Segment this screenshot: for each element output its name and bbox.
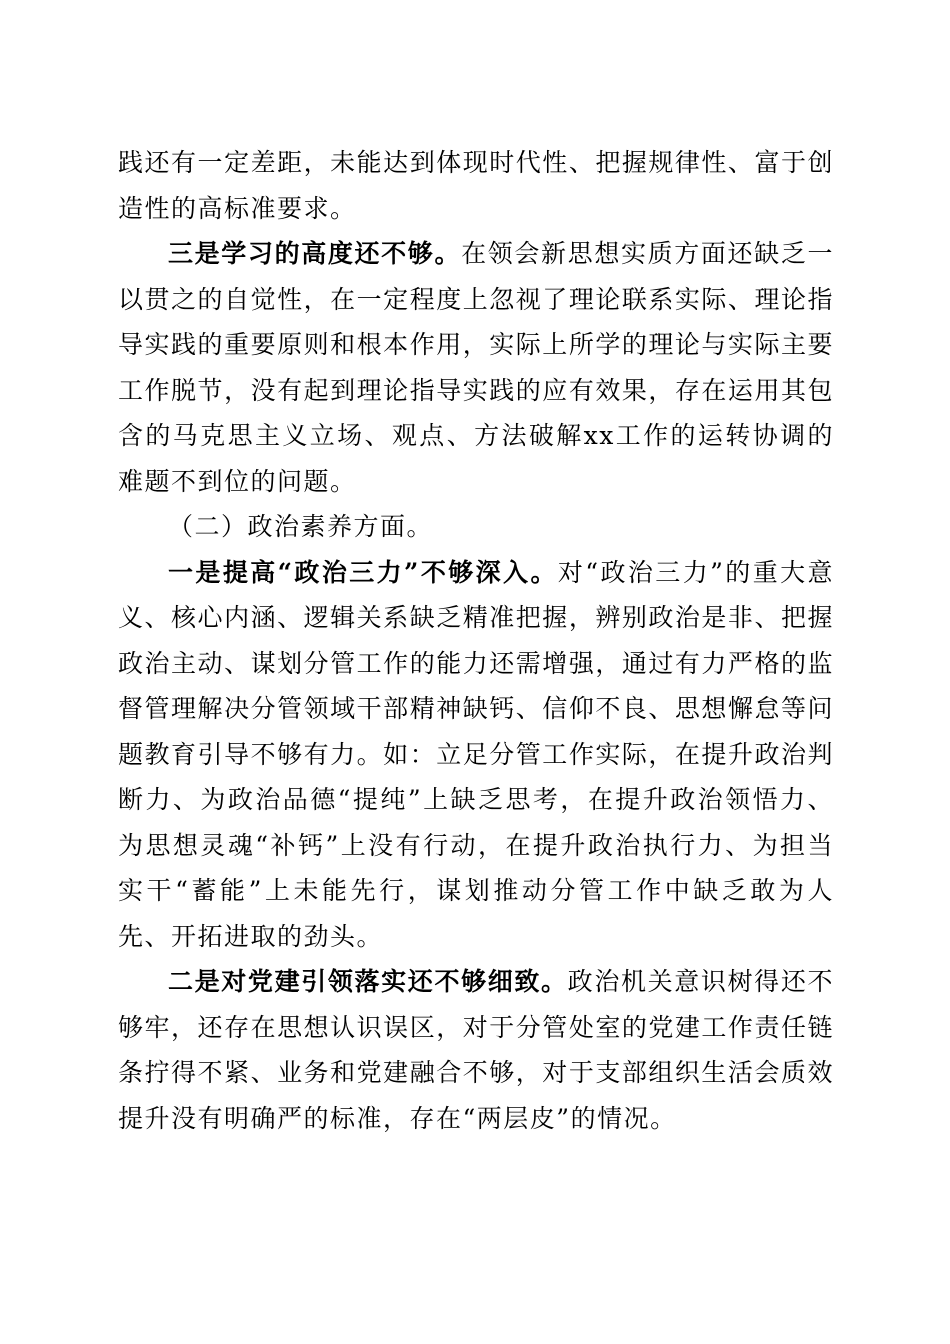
paragraph-text: 政治机关意识树得还不够牢，还存在思想认识误区，对于分管处室的党建工作责任链条拧得不紧、业务和党建融合不够，对于支部组织生活会质效提升没有明确严的标准，存在“两层皮”的情况。 — [118, 967, 834, 1133]
paragraph-continuation — [118, 140, 834, 231]
document-body — [118, 140, 834, 1141]
section-heading-political-literacy — [118, 504, 834, 550]
paragraph-learning-height — [118, 231, 834, 504]
paragraph-political-three-abilities — [118, 550, 834, 960]
paragraph-lead: 三是学习的高度还不够。 — [168, 239, 462, 268]
paragraph-text: 对“政治三力”的重大意义、核心内涵、逻辑关系缺乏精准把握，辨别政治是非、把握政治主动、谋划分管工作的能力还需增强，通过有力严格的监督管理解决分管领域干部精神缺钙、信仰不良、思想懈怠等问题教育引导不够有力。如：立足分管工作实际，在提升政治判断力、为政治品德“提纯”上缺乏思考，在提升政治领悟力、为思想灵魂“补钙”上没有行动，在提升政治执行力、为担当实干“蓄能”上未能先行，谋划推动分管工作中缺乏敢为人先、开拓进取的劲头。 — [118, 557, 835, 951]
paragraph-text: 践还有一定差距，未能达到体现时代性、把握规律性、富于创造性的高标准要求。 — [118, 148, 834, 223]
paragraph-text: 在领会新思想实质方面还缺乏一以贯之的自觉性，在一定程度上忽视了理论联系实际、理论指导实践的重要原则和根本作用，实际上所学的理论与实际主要工作脱节，没有起到理论指导实践的应有效果，存在运用其包含的马克思主义立场、观点、方法破解xx工作的运转协调的难题不到位的问题。 — [118, 239, 834, 496]
paragraph-lead: 二是对党建引领落实还不够细致。 — [168, 967, 568, 996]
paragraph-party-building — [118, 959, 834, 1141]
paragraph-lead: 一是提高“政治三力”不够深入。 — [168, 557, 558, 587]
section-heading-text: （二）政治素养方面。 — [168, 512, 434, 541]
